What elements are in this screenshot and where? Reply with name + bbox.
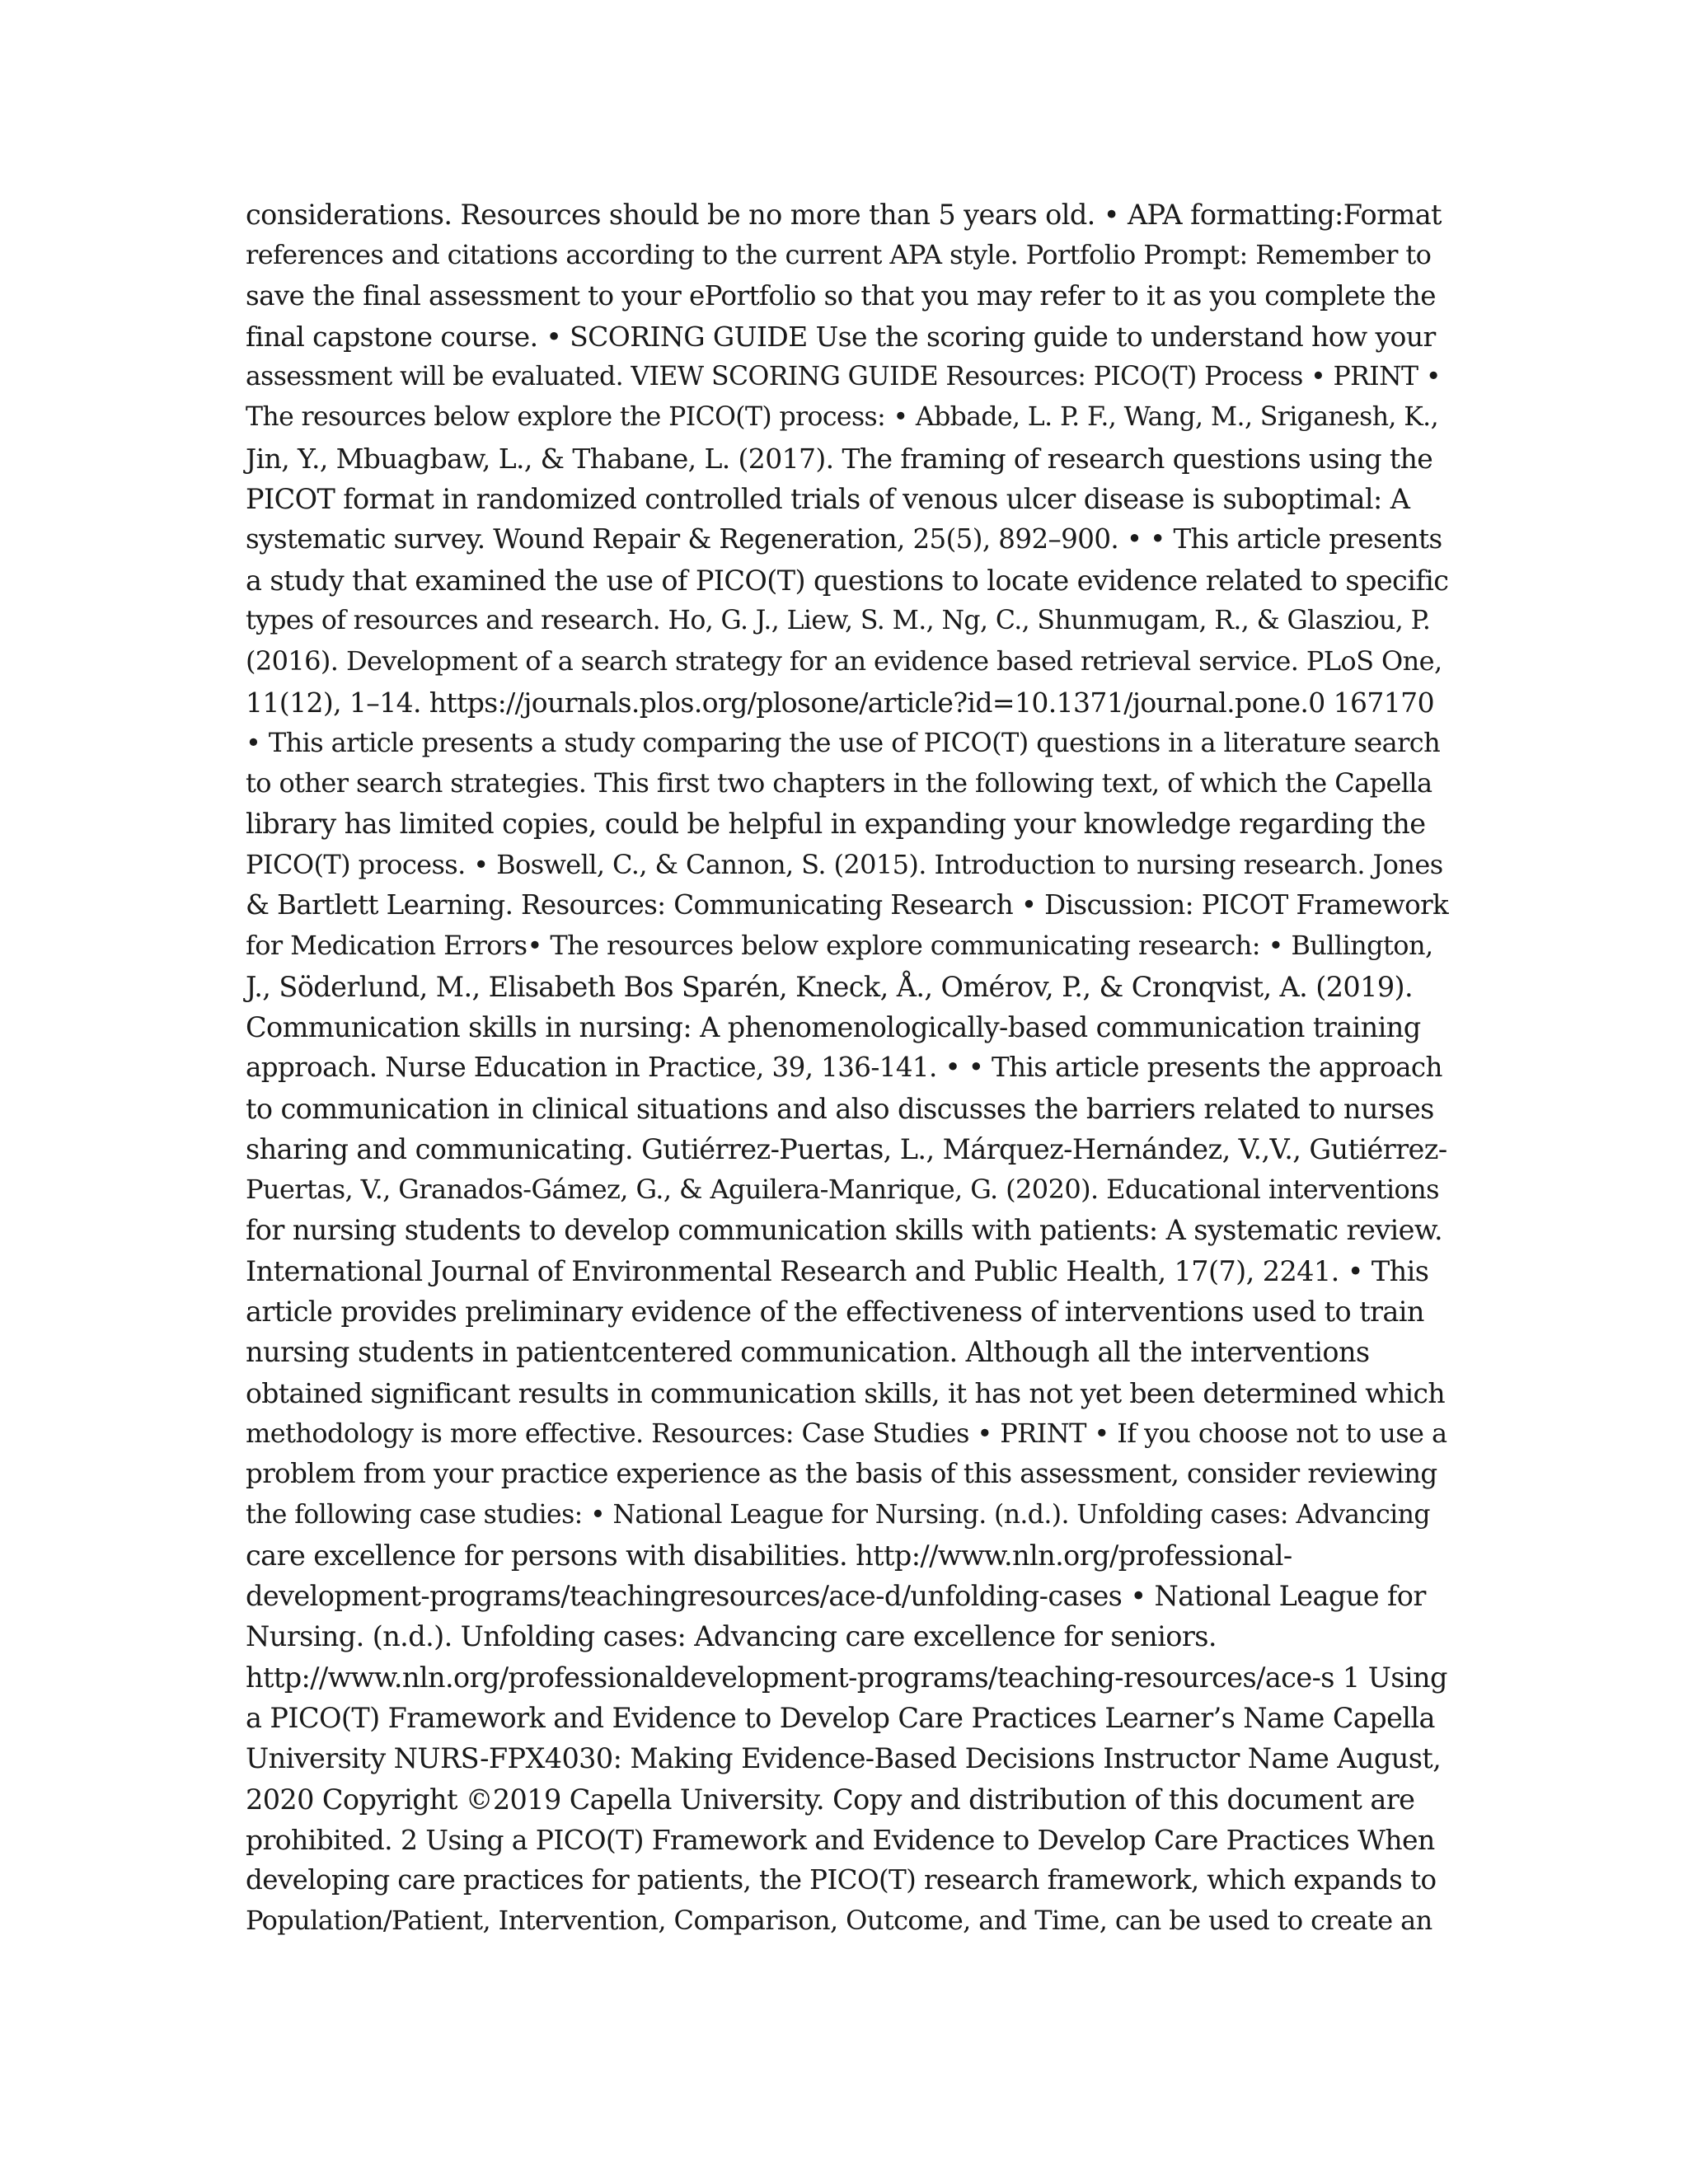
text-line: J., Söderlund, M., Elisabeth Bos Sparén, Kneck, Å., Omérov, P., & Cronqvist, A. (2019). <box>246 970 1414 1003</box>
text-line: final capstone course. • SCORING GUIDE Use the scoring guide to understand how your <box>246 320 1436 353</box>
text-line: University NURS-FPX4030: Making Evidence-Based Decisions Instructor Name August, <box>246 1742 1442 1775</box>
text-line: care excellence for persons with disabilities. http://www.nln.org/professional- <box>246 1539 1292 1572</box>
text-line: development-programs/teachingresources/ace-d/unfolding-cases • National League for <box>246 1580 1426 1613</box>
text-line: references and citations according to the current APA style. Portfolio Prompt: Remember to <box>246 239 1432 271</box>
text-line: considerations. Resources should be no more than 5 years old. • APA formatting:Format <box>246 199 1442 231</box>
text-line: 2020 Copyright ©2019 Capella University. Copy and distribution of this document are <box>246 1783 1415 1816</box>
text-line: nursing students in patientcentered communication. Although all the interventions <box>246 1336 1370 1369</box>
text-line: the following case studies: • National League for Nursing. (n.d.). Unfolding cases: Advancing <box>246 1499 1430 1530</box>
text-line: The resources below explore the PICO(T) process: • Abbade, L. P. F., Wang, M., Sriganesh, K., <box>246 402 1438 433</box>
text-line: assessment will be evaluated. VIEW SCORING GUIDE Resources: PICO(T) Process • PRINT • <box>246 362 1441 392</box>
text-line: library has limited copies, could be helpful in expanding your knowledge regarding the <box>246 808 1426 841</box>
body-text <box>246 194 1449 1942</box>
text-line: sharing and communicating. Gutiérrez-Puertas, L., Márquez-Hernández, V.,V., Gutiérrez- <box>246 1132 1447 1165</box>
text-line: a PICO(T) Framework and Evidence to Develop Care Practices Learner’s Name Capella <box>246 1701 1435 1734</box>
text-line: for Medication Errors• The resources below explore communicating research: • Bullington, <box>246 930 1433 962</box>
text-line: International Journal of Environmental Research and Public Health, 17(7), 2241. • This <box>246 1254 1429 1287</box>
text-line: • This article presents a study comparing the use of PICO(T) questions in a literature search <box>246 726 1441 758</box>
text-line: PICOT format in randomized controlled trials of venous ulcer disease is suboptimal: A <box>246 483 1410 516</box>
text-line: types of resources and research. Ho, G. J., Liew, S. M., Ng, C., Shunmugam, R., & Glasziou, P. <box>246 605 1431 635</box>
text-line: prohibited. 2 Using a PICO(T) Framework and Evidence to Develop Care Practices When <box>246 1823 1435 1856</box>
text-line: & Bartlett Learning. Resources: Communicating Research • Discussion: PICOT Framework <box>246 889 1449 921</box>
text-line: Population/Patient, Intervention, Comparison, Outcome, and Time, can be used to create an <box>246 1905 1432 1937</box>
text-line: to other search strategies. This first two chapters in the following text, of which the Capella <box>246 767 1432 799</box>
text-line: obtained significant results in communication skills, it has not yet been determined which <box>246 1376 1445 1409</box>
text-line: Nursing. (n.d.). Unfolding cases: Advancing care excellence for seniors. <box>246 1620 1217 1653</box>
text-line: http://www.nln.org/professionaldevelopment-programs/teaching-resources/ace-s 1 Using <box>246 1661 1447 1694</box>
text-line: a study that examined the use of PICO(T) questions to locate evidence related to specific <box>246 564 1449 597</box>
text-line: for nursing students to develop communication skills with patients: A systematic review. <box>246 1214 1443 1247</box>
text-line: article provides preliminary evidence of the effectiveness of interventions used to train <box>246 1296 1424 1329</box>
text-line: Jin, Y., Mbuagbaw, L., & Thabane, L. (2017). The framing of research questions using the <box>246 442 1433 475</box>
text-line: save the final assessment to your ePortfolio so that you may refer to it as you complete the <box>246 279 1436 312</box>
text-line: problem from your practice experience as the basis of this assessment, consider reviewing <box>246 1458 1437 1490</box>
text-line: approach. Nurse Education in Practice, 39, 136-141. • • This article presents the approach <box>246 1052 1442 1084</box>
text-line: (2016). Development of a search strategy for an evidence based retrieval service. PLoS One, <box>246 645 1442 677</box>
text-line: to communication in clinical situations and also discusses the barriers related to nurses <box>246 1092 1434 1125</box>
text-line: 11(12), 1–14. https://journals.plos.org/plosone/article?id=10.1371/journal.pone.0 167170 <box>246 686 1434 719</box>
text-line: methodology is more effective. Resources: Case Studies • PRINT • If you choose not to use a <box>246 1417 1447 1449</box>
text-line: PICO(T) process. • Boswell, C., & Cannon, S. (2015). Introduction to nursing research. Jones <box>246 848 1443 880</box>
text-line: developing care practices for patients, the PICO(T) research framework, which expands to <box>246 1864 1437 1896</box>
text-line: Puertas, V., Granados-Gámez, G., & Aguilera-Manrique, G. (2020). Educational interventions <box>246 1174 1439 1206</box>
text-line: Communication skills in nursing: A phenomenologically-based communication training <box>246 1010 1421 1043</box>
text-line: systematic survey. Wound Repair & Regeneration, 25(5), 892–900. • • This article presents <box>246 523 1442 555</box>
